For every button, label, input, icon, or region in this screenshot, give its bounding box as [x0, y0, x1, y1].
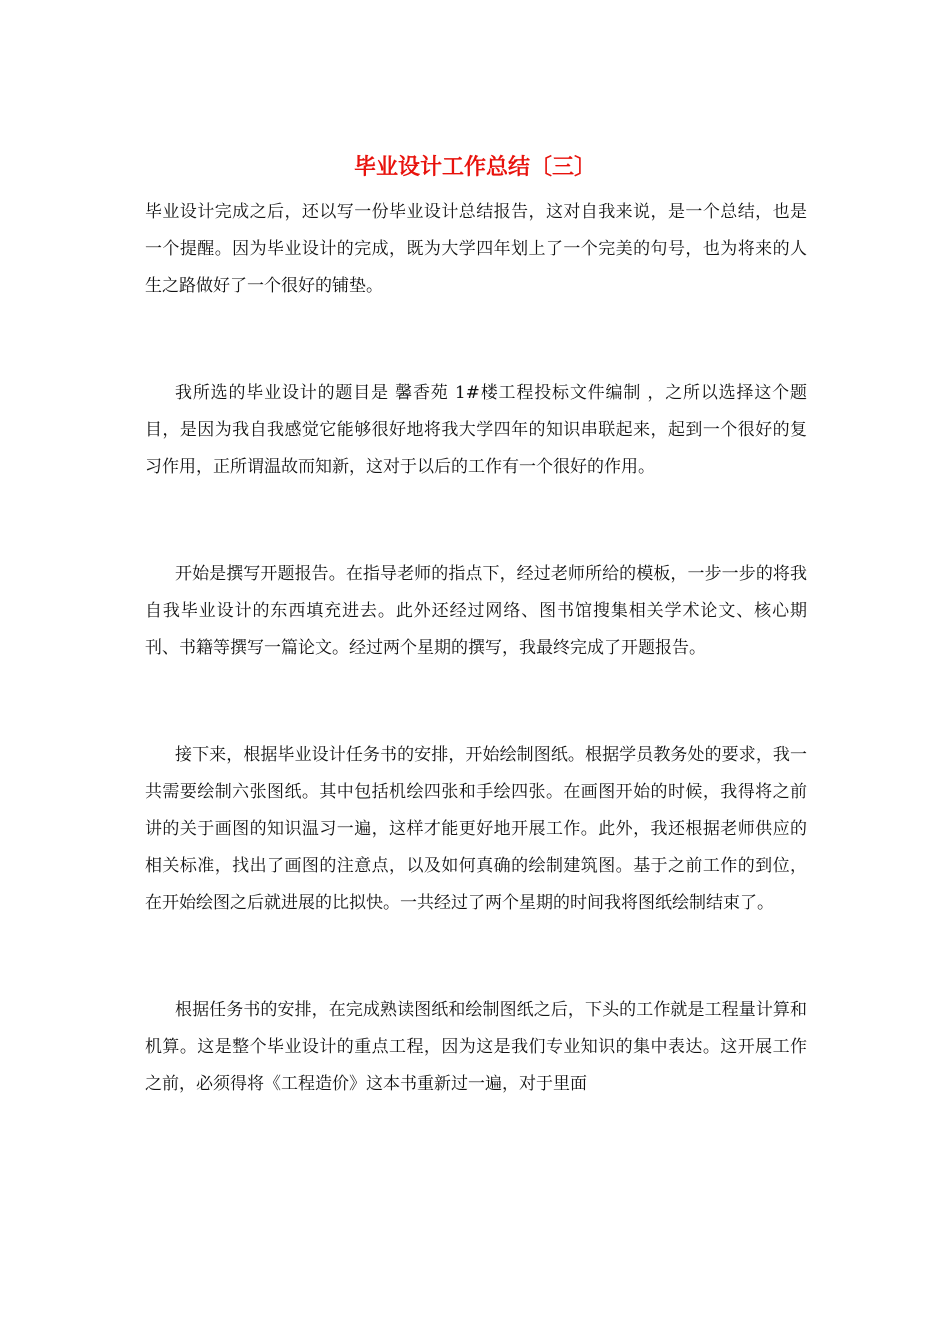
paragraph-proposal: 开始是撰写开题报告。在指导老师的指点下，经过老师所给的模板，一步一步的将我自我毕业设计的东西填充进去。此外还经过网络、图书馆搜集相关学术论文、核心期刊、书籍等撰写一篇论文。经过两个星期的撰写，我最终完成了开题报告。	[145, 564, 807, 658]
paragraph-spacer	[145, 667, 807, 737]
paragraph-topic: 我所选的毕业设计的题目是 馨香苑 1#楼工程投标文件编制 ，之所以选择这个题目，是因为我自我感觉它能够很好地将我大学四年的知识串联起来，起到一个很好的复习作用，正所谓温故而知新，这对于以后的工作有一个很好的作用。	[145, 383, 807, 477]
paragraph-intro: 毕业设计完成之后，还以写一份毕业设计总结报告，这对自我来说，是一个总结，也是一个提醒。因为毕业设计的完成，既为大学四年划上了一个完美的句号，也为将来的人生之路做好了一个很好的铺垫。	[145, 202, 807, 296]
paragraph-spacer	[145, 305, 807, 375]
document-body	[145, 194, 807, 1103]
paragraph-drawings: 接下来，根据毕业设计任务书的安排，开始绘制图纸。根据学员教务处的要求，我一共需要绘制六张图纸。其中包括机绘四张和手绘四张。在画图开始的时候，我得将之前讲的关于画图的知识温习一遍，这样才能更好地开展工作。此外，我还根据老师供应的相关标准，找出了画图的注意点，以及如何真确的绘制建筑图。基于之前工作的到位，在开始绘图之后就进展的比拟快。一共经过了两个星期的时间我将图纸绘制结束了。	[145, 745, 807, 913]
paragraph-spacer	[145, 486, 807, 556]
paragraph-quantities: 根据任务书的安排，在完成熟读图纸和绘制图纸之后，下头的工作就是工程量计算和机算。这是整个毕业设计的重点工程，因为这是我们专业知识的集中表达。这开展工作之前，必须得将《工程造价》这本书重新过一遍，对于里面	[145, 1000, 807, 1094]
document-title: 毕业设计工作总结〔三〕	[353, 155, 596, 180]
paragraph-spacer	[145, 922, 807, 992]
